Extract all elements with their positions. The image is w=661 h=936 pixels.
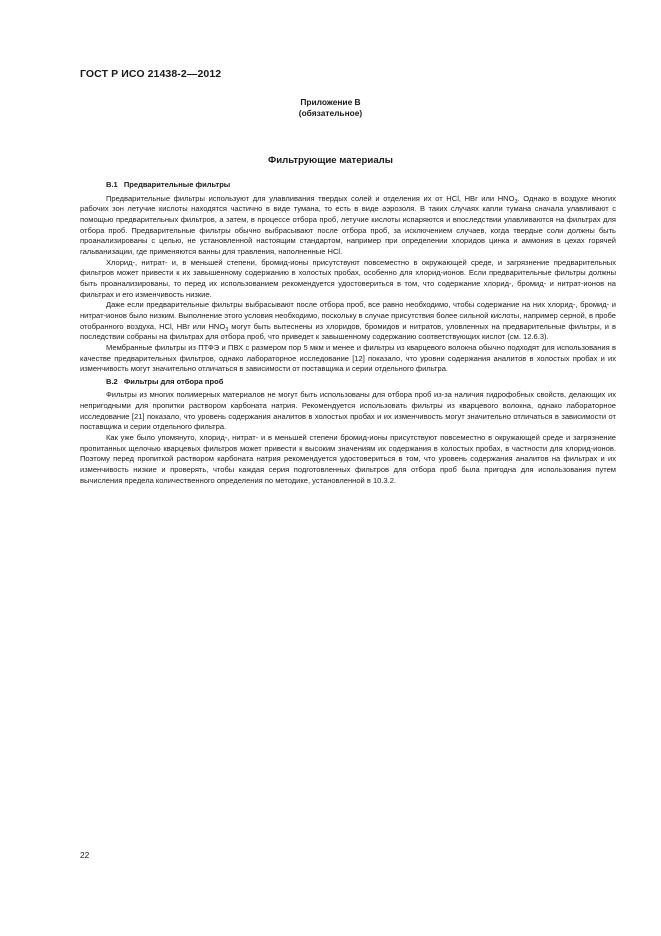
paragraph: Мембранные фильтры из ПТФЭ и ПВХ с размером пор 5 мкм и менее и фильтры из кварцевого волокна обычно подходят для использования в качестве предварительных фильтров, однако лабораторное исследование [12] показало, что уровни содержания аналитов в холостых пробах и их изменчивость могут значительно отличаться в зависимости от поставщика и серии отдельного фильтра. xyxy=(80,342,616,374)
document-body xyxy=(80,180,616,486)
section-title: Фильтры для отбора проб xyxy=(123,376,224,386)
paragraph: Предварительные фильтры используют для улавливания твердых солей и отделения их от HCl, HBr или $HNO_3$. Однако в воздухе многих рабочих зон летучие кислоты находятся частично в виде тумана, то есть в виде аэрозоля. В таких случаях капли тумана сначала улавливают с помощью предварительных фильтров, а затем, в процессе отбора проб, летучие кислоты испаряются и впоследствии улавливаются на фильтрах для отбора проб. Предварительные фильтры обычно выбрасывают после отбора проб, за исключением случаев, когда твердые соли должны быть проанализированы с целью, не установленной настоящим стандартом, например при определении хлоридов цинка и аммония в цехах горячей гальванизации, где применяются ванны для травления, наполненные HCl. xyxy=(80,193,616,256)
subscript: 3 xyxy=(225,326,229,333)
subscript: 3 xyxy=(514,198,518,205)
annex-heading xyxy=(0,97,661,119)
standard-designation: ГОСТ Р ИСО 21438-2—2012 xyxy=(80,68,222,80)
paragraph: Хлорид-, нитрат- и, в меньшей степени, бромид-ионы присутствуют повсеместно в окружающей среде, и загрязнение предварительных фильтров может привести к их завышенному содержанию в холостых пробах, особенно для хлорид-ионов. Если предварительные фильтры должны быть проанализированы, то перед их использованием рекомендуется удостовериться в том, что содержание хлорид-, бромид- и нитрат-ионов на фильтрах и его изменчивость низкие. xyxy=(80,257,616,299)
paragraph: Даже если предварительные фильтры выбрасывают после отбора проб, все равно необходимо, чтобы содержание на них хлорид-, бромид- и нитрат-ионов было низким. Выполнение этого условия необходимо, поскольку в случае присутствия более сильной кислоты, например серной, в пробе отобранного воздуха, HCl, HBr или $HNO_3$ могут быть вытеснены из хлоридов, бромидов и нитратов, уловленных на предварительные фильтры, и в последствии собраны на фильтрах для отбора проб, что приведет к завышенному содержанию соответствующих кислот (см. 12.6.3). xyxy=(80,300,616,342)
annex-title: Фильтрующие материалы xyxy=(268,155,393,166)
section-heading-b1 xyxy=(80,180,616,191)
annex-status: (обязательное) xyxy=(298,108,363,118)
section-heading-b2 xyxy=(80,377,616,388)
annex-label: Приложение В xyxy=(300,97,361,107)
section-number: В.1 xyxy=(106,180,118,189)
page-number: 22 xyxy=(80,850,90,860)
section-number: В.2 xyxy=(106,376,118,386)
section-title: Предварительные фильтры xyxy=(123,180,231,189)
paragraph: Фильтры из многих полимерных материалов не могут быть использованы для отбора проб из-за наличия гидрофобных свойств, делающих их непригодными для пропитки раствором карбоната натрия. Рекомендуется использовать фильтры из кварцевого волокна, однако лабораторное исследование [21] показало, что уровень содержания аналитов в холостых пробах и их изменчивость могут значительно отличаться в зависимости от поставщика и серии отдельного фильтра. xyxy=(80,390,616,432)
paragraph: Как уже было упомянуто, хлорид-, нитрат- и в меньшей степени бромид-ионы присутствуют повсеместно в окружающей среде и загрязнение пропитанных щелочью кварцевых фильтров может привести к высоким значениям их содержания в холостых пробах, в частности для хлорид-ионов. Поэтому перед пропиткой раствором карбоната натрия рекомендуется удостовериться в том, что уровень содержания аналитов на фильтрах и их изменчивость низкие и проверять, чтобы каждая серия подготовленных фильтров для отбора проб была пригодна для использования путем вычисления предела количественного определения по методике, установленной в 10.3.2. xyxy=(80,433,616,485)
